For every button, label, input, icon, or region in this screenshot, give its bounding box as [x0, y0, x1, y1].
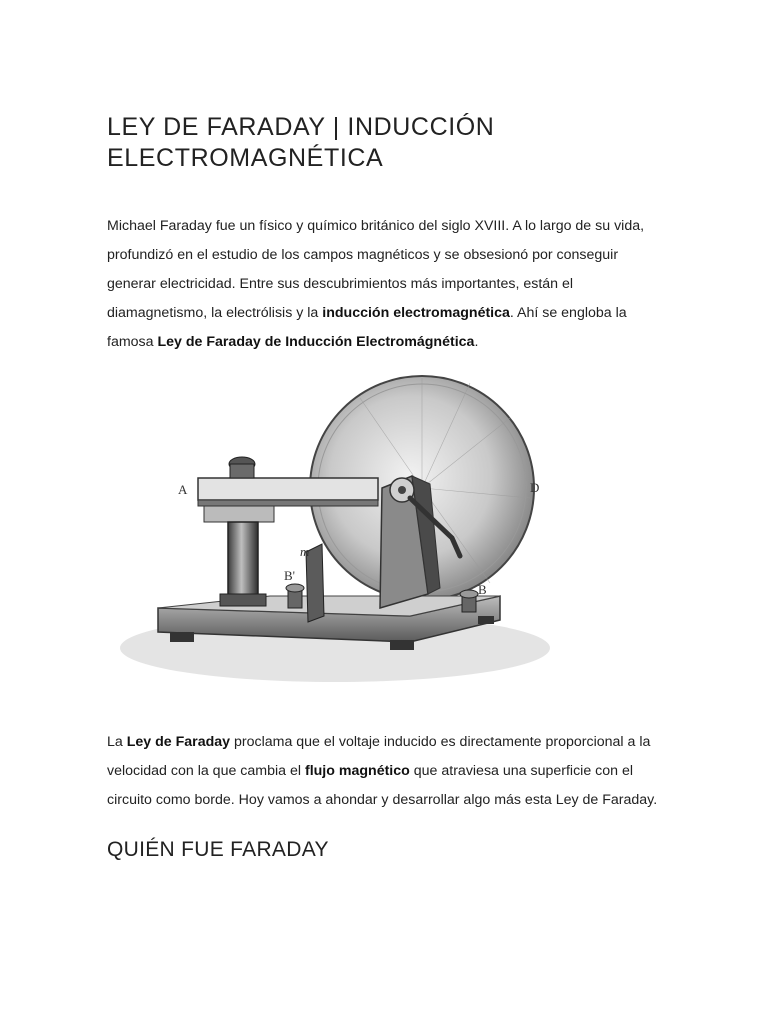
law-text-2: proclama que el voltaje inducido es directamente proporcional a la velocidad con la que cambia el: [107, 734, 651, 779]
intro-bold-induccion: inducción electromagnética: [322, 305, 510, 321]
faraday-disk-illustration: [110, 358, 580, 698]
support-column: [220, 522, 266, 606]
label-d: D: [530, 480, 540, 495]
intro-bold-ley: Ley de Faraday de Inducción Electromágnética: [157, 334, 475, 350]
intro-paragraph: [107, 212, 667, 357]
label-b-prime: B': [284, 568, 296, 583]
label-m: m: [300, 544, 310, 559]
label-a: A: [178, 482, 188, 497]
binding-post-b-prime: [286, 584, 304, 608]
law-bold-flujo: flujo magnético: [304, 763, 410, 779]
intro-text-2: . Ahí se engloba la famosa: [107, 305, 627, 350]
section-heading: QUIÉN FUE FARADAY: [107, 838, 329, 861]
law-text-3: que atraviesa una superficie con el circuito como borde. Hoy vamos a ahondar y desarrollar algo más esta Ley de Faraday.: [107, 763, 658, 808]
label-b: B: [478, 582, 487, 597]
law-text-1: La: [107, 734, 127, 750]
law-paragraph: [107, 728, 667, 815]
binding-post-b: [460, 590, 478, 612]
law-bold-ley: Ley de Faraday: [126, 734, 231, 750]
intro-text-3: .: [474, 334, 479, 350]
page-title: LEY DE FARADAY | INDUCCIÓN ELECTROMAGNÉTICA: [107, 113, 495, 172]
intro-text-1: Michael Faraday fue un físico y químico británico del siglo XVIII. A lo largo de su vida, profundizó en el estudio de los campos magnéticos y se obsesionó por conseguir generar electricidad. Entre sus descubrimientos más importantes, están el diamagnetismo, la electrólisis y la: [107, 218, 645, 321]
